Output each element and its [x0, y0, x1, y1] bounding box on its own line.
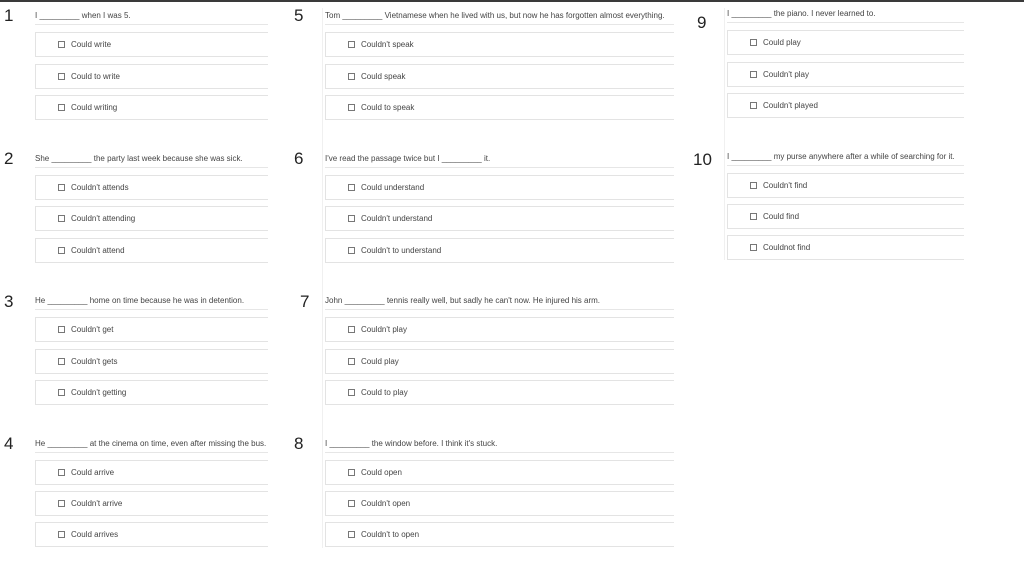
checkbox[interactable]	[58, 389, 65, 396]
option-could-speak[interactable]	[325, 64, 674, 89]
checkbox[interactable]	[58, 500, 65, 507]
checkbox[interactable]	[58, 531, 65, 538]
option-label: Could to write	[71, 72, 120, 81]
option-label: Could understand	[361, 183, 425, 192]
option-label: Could writing	[71, 103, 118, 112]
option-label: Couldn't getting	[71, 388, 127, 397]
option-label: Couldn't speak	[361, 40, 414, 49]
checkbox[interactable]	[58, 469, 65, 476]
option-couldnt-attends[interactable]	[35, 175, 268, 200]
option-could-write[interactable]	[35, 32, 268, 57]
column-divider	[322, 8, 323, 548]
option-couldnt-speak[interactable]	[325, 32, 674, 57]
option-couldnt-arrive[interactable]	[35, 491, 268, 516]
checkbox[interactable]	[750, 102, 757, 109]
question-text: She _________ the party last week because she was sick.	[35, 154, 268, 168]
option-label: Couldnot find	[763, 243, 811, 252]
option-couldnt-to-understand[interactable]	[325, 238, 674, 263]
option-couldnt-play[interactable]	[325, 317, 674, 342]
checkbox[interactable]	[348, 326, 355, 333]
question-number: 5	[294, 6, 304, 25]
checkbox[interactable]	[750, 71, 757, 78]
question-number: 8	[294, 434, 304, 453]
option-label: Could speak	[361, 72, 406, 81]
checkbox[interactable]	[348, 104, 355, 111]
question-text: He _________ home on time because he was in detention.	[35, 296, 268, 310]
checkbox[interactable]	[348, 41, 355, 48]
option-label: Couldn't arrive	[71, 499, 123, 508]
checkbox[interactable]	[348, 469, 355, 476]
checkbox[interactable]	[348, 500, 355, 507]
option-couldnt-to-open[interactable]	[325, 522, 674, 547]
option-label: Couldn't gets	[71, 357, 118, 366]
question-text: He _________ at the cinema on time, even after missing the bus.	[35, 439, 268, 453]
option-label: Couldn't understand	[361, 214, 433, 223]
option-couldnt-understand[interactable]	[325, 206, 674, 231]
checkbox[interactable]	[750, 182, 757, 189]
question-text: I _________ my purse anywhere after a while of searching for it.	[727, 152, 964, 166]
option-couldnt-attending[interactable]	[35, 206, 268, 231]
checkbox[interactable]	[58, 247, 65, 254]
option-couldnt-find[interactable]	[727, 173, 964, 198]
option-label: Could find	[763, 212, 800, 221]
checkbox[interactable]	[348, 531, 355, 538]
option-couldnt-played[interactable]	[727, 93, 964, 118]
question-number: 7	[300, 292, 310, 311]
option-label: Could arrives	[71, 530, 119, 539]
checkbox[interactable]	[348, 184, 355, 191]
checkbox[interactable]	[58, 104, 65, 111]
checkbox[interactable]	[348, 247, 355, 254]
question-text: Tom _________ Vietnamese when he lived with us, but now he has forgotten almost everything.	[325, 11, 674, 25]
option-couldnot-find[interactable]	[727, 235, 964, 260]
question-text: I _________ the piano. I never learned to.	[727, 9, 964, 23]
option-label: Couldn't to open	[361, 530, 420, 539]
option-could-arrive[interactable]	[35, 460, 268, 485]
option-could-arrives[interactable]	[35, 522, 268, 547]
option-couldnt-get[interactable]	[35, 317, 268, 342]
option-label: Couldn't get	[71, 325, 114, 334]
option-could-to-play[interactable]	[325, 380, 674, 405]
checkbox[interactable]	[348, 73, 355, 80]
checkbox[interactable]	[58, 184, 65, 191]
checkbox[interactable]	[58, 73, 65, 80]
option-couldnt-attend[interactable]	[35, 238, 268, 263]
question-number: 3	[4, 292, 14, 311]
checkbox[interactable]	[58, 215, 65, 222]
question-number: 2	[4, 149, 14, 168]
question-number: 6	[294, 149, 304, 168]
checkbox[interactable]	[58, 358, 65, 365]
option-label: Couldn't play	[763, 70, 809, 79]
question-text: I _________ when I was 5.	[35, 11, 268, 25]
question-number: 9	[697, 13, 707, 32]
checkbox[interactable]	[58, 326, 65, 333]
option-label: Couldn't attending	[71, 214, 136, 223]
checkbox[interactable]	[348, 389, 355, 396]
question-text: I've read the passage twice but I _________ it.	[325, 154, 674, 168]
option-couldnt-getting[interactable]	[35, 380, 268, 405]
checkbox[interactable]	[58, 41, 65, 48]
option-label: Couldn't play	[361, 325, 407, 334]
option-label: Could to play	[361, 388, 408, 397]
option-could-to-write[interactable]	[35, 64, 268, 89]
option-could-find[interactable]	[727, 204, 964, 229]
option-label: Could play	[763, 38, 801, 47]
question-number: 10	[693, 150, 712, 169]
top-border	[0, 0, 1024, 2]
question-text: John _________ tennis really well, but sadly he can't now. He injured his arm.	[325, 296, 674, 310]
option-could-play[interactable]	[325, 349, 674, 374]
option-label: Could write	[71, 40, 112, 49]
column-divider	[724, 8, 725, 260]
option-label: Could play	[361, 357, 399, 366]
option-could-writing[interactable]	[35, 95, 268, 120]
question-number: 4	[4, 434, 14, 453]
option-label: Couldn't to understand	[361, 246, 442, 255]
option-could-play[interactable]	[727, 30, 964, 55]
checkbox[interactable]	[348, 358, 355, 365]
checkbox[interactable]	[750, 39, 757, 46]
option-couldnt-gets[interactable]	[35, 349, 268, 374]
option-could-open[interactable]	[325, 460, 674, 485]
option-could-understand[interactable]	[325, 175, 674, 200]
option-label: Couldn't open	[361, 499, 411, 508]
option-could-to-speak[interactable]	[325, 95, 674, 120]
checkbox[interactable]	[348, 215, 355, 222]
option-label: Could arrive	[71, 468, 115, 477]
checkbox[interactable]	[750, 213, 757, 220]
option-label: Couldn't played	[763, 101, 818, 110]
option-couldnt-open[interactable]	[325, 491, 674, 516]
option-label: Could to speak	[361, 103, 415, 112]
question-text: I _________ the window before. I think it's stuck.	[325, 439, 674, 453]
option-label: Couldn't attends	[71, 183, 129, 192]
option-couldnt-play[interactable]	[727, 62, 964, 87]
question-number: 1	[4, 6, 14, 25]
option-label: Couldn't find	[763, 181, 808, 190]
option-label: Could open	[361, 468, 402, 477]
checkbox[interactable]	[750, 244, 757, 251]
option-label: Couldn't attend	[71, 246, 125, 255]
